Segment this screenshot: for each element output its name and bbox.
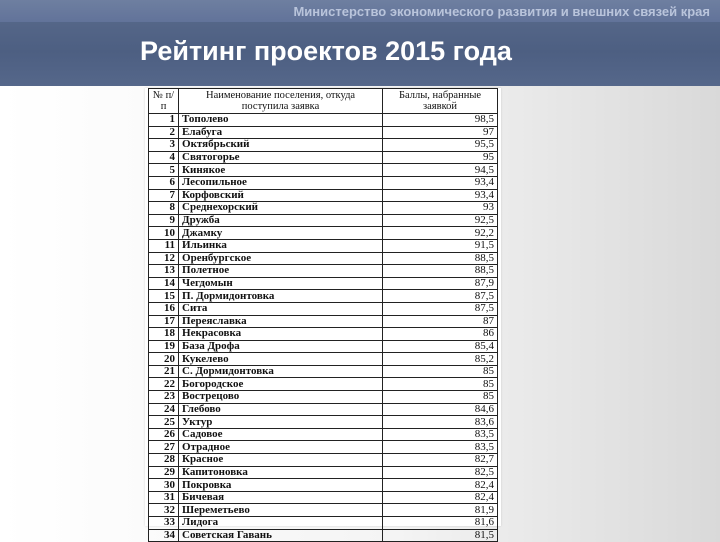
- row-number: 28: [149, 454, 179, 467]
- settlement-name: Лидога: [179, 517, 383, 530]
- settlement-name: Джамку: [179, 227, 383, 240]
- row-number: 22: [149, 378, 179, 391]
- row-number: 11: [149, 239, 179, 252]
- row-number: 16: [149, 302, 179, 315]
- settlement-name: Вострецово: [179, 391, 383, 404]
- score-value: 81,5: [383, 529, 498, 542]
- settlement-name: Бичевая: [179, 491, 383, 504]
- table-row: [149, 265, 498, 278]
- row-number: 30: [149, 479, 179, 492]
- score-value: 93,4: [383, 189, 498, 202]
- settlement-name: Красное: [179, 454, 383, 467]
- row-number: 20: [149, 353, 179, 366]
- score-value: 85,4: [383, 340, 498, 353]
- table-row: [149, 441, 498, 454]
- score-value: 83,5: [383, 441, 498, 454]
- table-row: [149, 202, 498, 215]
- table-body: [149, 114, 498, 542]
- row-number: 33: [149, 517, 179, 530]
- settlement-name: П. Дормидонтовка: [179, 290, 383, 303]
- row-number: 15: [149, 290, 179, 303]
- table-row: [149, 378, 498, 391]
- slide-title: Рейтинг проектов 2015 года: [140, 36, 512, 66]
- row-number: 14: [149, 277, 179, 290]
- rating-table: [148, 88, 498, 542]
- row-number: 18: [149, 328, 179, 341]
- score-value: 83,6: [383, 416, 498, 429]
- settlement-name: Святогорье: [179, 151, 383, 164]
- row-number: 34: [149, 529, 179, 542]
- settlement-name: Оренбургское: [179, 252, 383, 265]
- score-value: 82,4: [383, 491, 498, 504]
- settlement-name: Корфовский: [179, 189, 383, 202]
- row-number: 9: [149, 214, 179, 227]
- table-row: [149, 403, 498, 416]
- settlement-name: Покровка: [179, 479, 383, 492]
- settlement-name: Сита: [179, 302, 383, 315]
- score-value: 92,2: [383, 227, 498, 240]
- score-value: 85,2: [383, 353, 498, 366]
- slide-header: [0, 0, 720, 86]
- table-row: [149, 328, 498, 341]
- score-value: 85: [383, 365, 498, 378]
- row-number: 23: [149, 391, 179, 404]
- row-number: 31: [149, 491, 179, 504]
- ministry-name: Министерство экономического развития и внешних связей края: [293, 4, 710, 19]
- score-value: 95: [383, 151, 498, 164]
- table-row: [149, 139, 498, 152]
- settlement-name: Октябрьский: [179, 139, 383, 152]
- table-row: [149, 315, 498, 328]
- row-number: 1: [149, 114, 179, 127]
- row-number: 32: [149, 504, 179, 517]
- row-number: 21: [149, 365, 179, 378]
- table-row: [149, 126, 498, 139]
- settlement-name: Некрасовка: [179, 328, 383, 341]
- score-value: 82,4: [383, 479, 498, 492]
- table-row: [149, 277, 498, 290]
- score-value: 93: [383, 202, 498, 215]
- settlement-name: Садовое: [179, 428, 383, 441]
- score-value: 92,5: [383, 214, 498, 227]
- settlement-name: Лесопильное: [179, 176, 383, 189]
- table-row: [149, 454, 498, 467]
- row-number: 7: [149, 189, 179, 202]
- settlement-name: Глебово: [179, 403, 383, 416]
- row-number: 8: [149, 202, 179, 215]
- settlement-name: Шереметьево: [179, 504, 383, 517]
- table-row: [149, 353, 498, 366]
- settlement-name: Советская Гавань: [179, 529, 383, 542]
- table-row: [149, 151, 498, 164]
- table-row: [149, 365, 498, 378]
- score-value: 88,5: [383, 252, 498, 265]
- settlement-name: Переяславка: [179, 315, 383, 328]
- settlement-name: Ильинка: [179, 239, 383, 252]
- table-row: [149, 164, 498, 177]
- settlement-name: Кукелево: [179, 353, 383, 366]
- row-number: 2: [149, 126, 179, 139]
- table-header-row: [149, 89, 498, 114]
- score-value: 87,5: [383, 302, 498, 315]
- row-number: 4: [149, 151, 179, 164]
- table-row: [149, 239, 498, 252]
- score-value: 82,7: [383, 454, 498, 467]
- settlement-name: Среднехорский: [179, 202, 383, 215]
- row-number: 10: [149, 227, 179, 240]
- score-value: 84,6: [383, 403, 498, 416]
- score-value: 82,5: [383, 466, 498, 479]
- column-header-name: Наименование поселения, откуда поступила заявка: [179, 89, 383, 114]
- row-number: 26: [149, 428, 179, 441]
- row-number: 25: [149, 416, 179, 429]
- settlement-name: Богородское: [179, 378, 383, 391]
- score-value: 81,6: [383, 517, 498, 530]
- score-value: 94,5: [383, 164, 498, 177]
- score-value: 97: [383, 126, 498, 139]
- settlement-name: Полетное: [179, 265, 383, 278]
- table-row: [149, 529, 498, 542]
- table-row: [149, 290, 498, 303]
- row-number: 17: [149, 315, 179, 328]
- score-value: 98,5: [383, 114, 498, 127]
- rating-document: [145, 88, 501, 541]
- score-value: 86: [383, 328, 498, 341]
- table-row: [149, 340, 498, 353]
- score-value: 87,9: [383, 277, 498, 290]
- table-row: [149, 189, 498, 202]
- table-row: [149, 227, 498, 240]
- settlement-name: База Дрофа: [179, 340, 383, 353]
- row-number: 19: [149, 340, 179, 353]
- table-row: [149, 302, 498, 315]
- settlement-name: Дружба: [179, 214, 383, 227]
- score-value: 95,5: [383, 139, 498, 152]
- table-row: [149, 504, 498, 517]
- table-row: [149, 491, 498, 504]
- table-row: [149, 479, 498, 492]
- settlement-name: Уктур: [179, 416, 383, 429]
- table-row: [149, 416, 498, 429]
- table-row: [149, 428, 498, 441]
- settlement-name: Чегдомын: [179, 277, 383, 290]
- score-value: 88,5: [383, 265, 498, 278]
- table-row: [149, 517, 498, 530]
- row-number: 6: [149, 176, 179, 189]
- table-row: [149, 252, 498, 265]
- row-number: 29: [149, 466, 179, 479]
- row-number: 5: [149, 164, 179, 177]
- score-value: 81,9: [383, 504, 498, 517]
- table-row: [149, 176, 498, 189]
- score-value: 87: [383, 315, 498, 328]
- row-number: 3: [149, 139, 179, 152]
- score-value: 85: [383, 378, 498, 391]
- score-value: 85: [383, 391, 498, 404]
- table-row: [149, 466, 498, 479]
- settlement-name: Тополево: [179, 114, 383, 127]
- score-value: 91,5: [383, 239, 498, 252]
- row-number: 12: [149, 252, 179, 265]
- column-header-number: № п/п: [149, 89, 179, 114]
- score-value: 93,4: [383, 176, 498, 189]
- settlement-name: С. Дормидонтовка: [179, 365, 383, 378]
- row-number: 27: [149, 441, 179, 454]
- table-row: [149, 391, 498, 404]
- row-number: 24: [149, 403, 179, 416]
- score-value: 87,5: [383, 290, 498, 303]
- table-row: [149, 114, 498, 127]
- table-row: [149, 214, 498, 227]
- settlement-name: Елабуга: [179, 126, 383, 139]
- settlement-name: Кинякое: [179, 164, 383, 177]
- column-header-score: Баллы, набранные заявкой: [383, 89, 498, 114]
- settlement-name: Отрадное: [179, 441, 383, 454]
- row-number: 13: [149, 265, 179, 278]
- settlement-name: Капитоновка: [179, 466, 383, 479]
- score-value: 83,5: [383, 428, 498, 441]
